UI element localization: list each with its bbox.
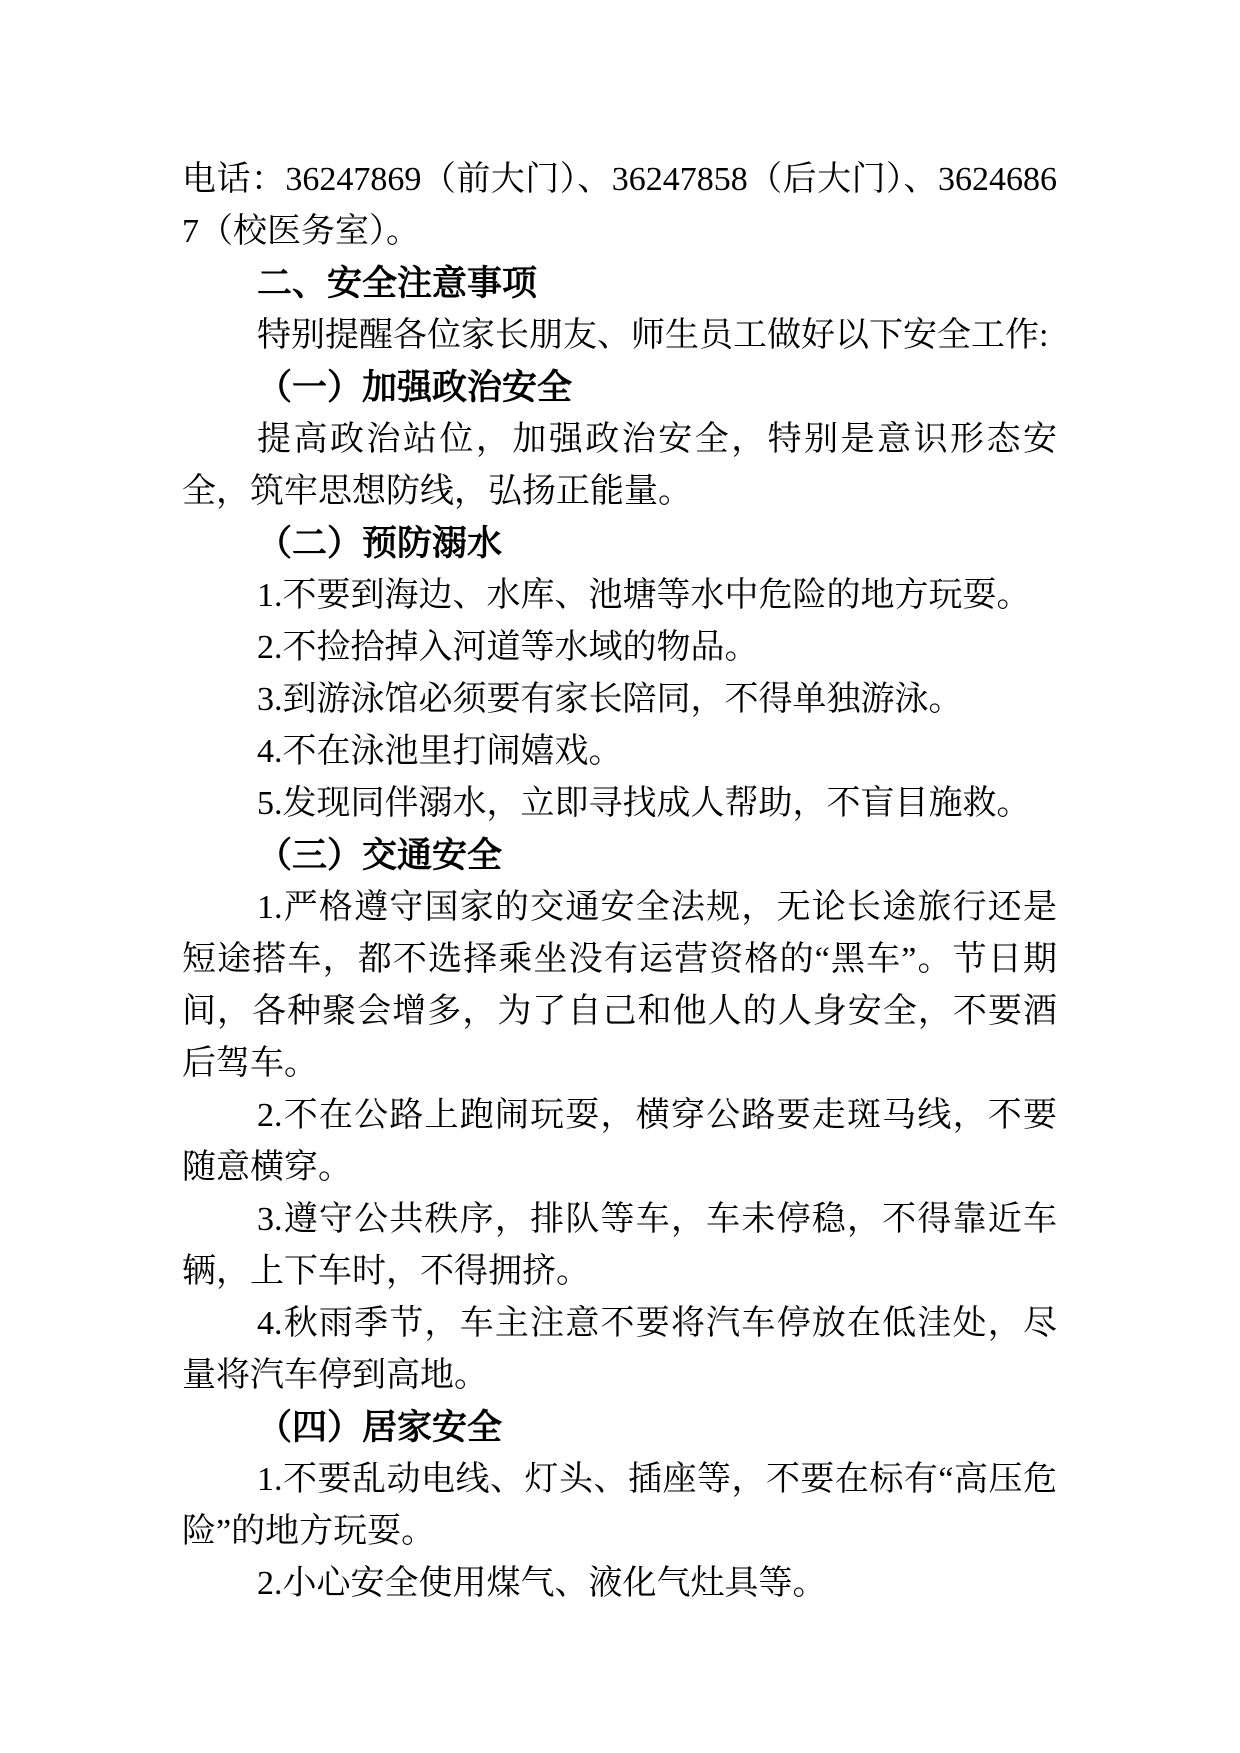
section-heading: （四）居家安全	[257, 1408, 503, 1447]
paragraph: 1.不要到海边、水库、池塘等水中危险的地方玩耍。	[257, 577, 1031, 614]
paragraph: 3.到游泳馆必须要有家长陪同，不得单独游泳。	[257, 681, 963, 718]
document-body	[182, 154, 1057, 1610]
section-heading: 二、安全注意事项	[257, 264, 538, 303]
section-heading: （二）预防溺水	[257, 524, 503, 563]
paragraph: 提高政治站位，加强政治安全，特别是意识形态安全，筑牢思想防线，弘扬正能量。	[182, 421, 1057, 510]
paragraph: 3.遵守公共秩序，排队等车，车未停稳，不得靠近车辆，上下车时，不得拥挤。	[182, 1201, 1057, 1290]
paragraph: 1.不要乱动电线、灯头、插座等，不要在标有“高压危险”的地方玩耍。	[182, 1461, 1057, 1550]
paragraph: 4.不在泳池里打闹嬉戏。	[257, 733, 623, 770]
paragraph: 2.小心安全使用煤气、液化气灶具等。	[257, 1565, 827, 1602]
paragraph: 4.秋雨季节，车主注意不要将汽车停放在低洼处，尽量将汽车停到高地。	[182, 1305, 1057, 1394]
paragraph: 1.严格遵守国家的交通安全法规，无论长途旅行还是短途搭车，都不选择乘坐没有运营资格的“黑车”。节日期间，各种聚会增多，为了自己和他人的人身安全，不要酒后驾车。	[182, 889, 1057, 1082]
paragraph: 5.发现同伴溺水，立即寻找成人帮助，不盲目施救。	[257, 785, 1031, 822]
section-heading: （三）交通安全	[257, 836, 503, 875]
paragraph-continuation: 电话：36247869（前大门）、36247858（后大门）、36246867（校医务室）。	[182, 161, 1057, 250]
paragraph: 2.不捡拾掉入河道等水域的物品。	[257, 629, 759, 666]
paragraph: 特别提醒各位家长朋友、师生员工做好以下安全工作:	[257, 317, 1049, 354]
section-heading: （一）加强政治安全	[257, 368, 573, 407]
paragraph: 2.不在公路上跑闹玩耍，横穿公路要走斑马线，不要随意横穿。	[182, 1097, 1057, 1186]
